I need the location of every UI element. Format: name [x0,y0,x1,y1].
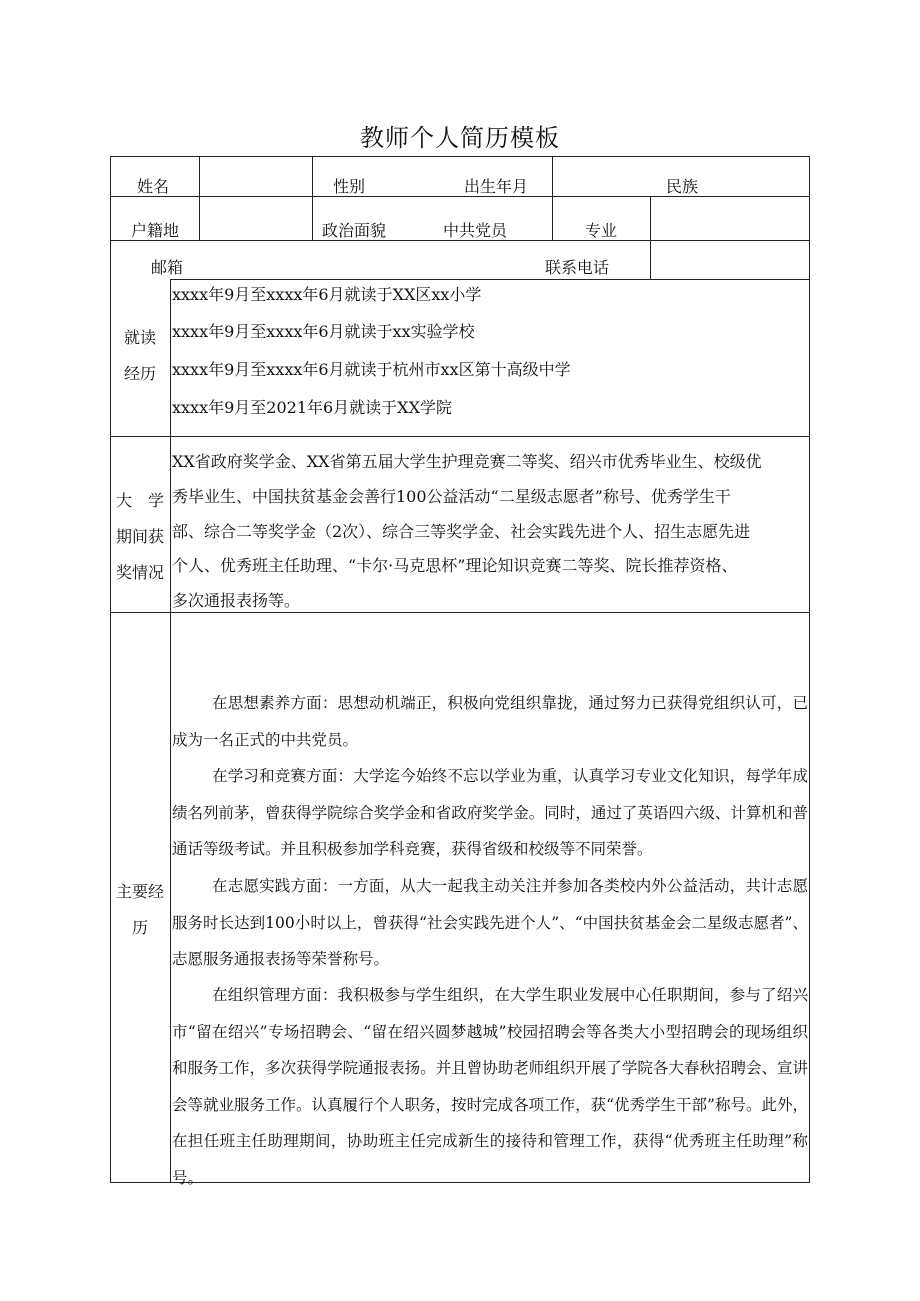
experience-label [110,874,170,946]
row-divider [110,612,810,613]
experience-label-line2: 历 [131,918,148,937]
gender-label: 性别 [333,177,366,196]
column-divider [552,156,553,196]
email-label: 邮箱 [151,258,184,277]
awards-line: XX省政府奖学金、XX省第五届大学生护理竞赛二等奖、绍兴市优秀毕业生、校级优 [172,452,762,471]
experience-paragraph: 在志愿实践方面：一方面，从大一起我主动关注并参加各类校内外公益活动，共计志愿服务时长达到100小时以上，曾获得“社会实践先进个人”、“中国扶贫基金会二星级志愿者”、志愿服务通报表扬等荣誉称号。 [172,877,808,968]
document-title: 教师个人简历模板 [360,124,560,152]
birth-label: 出生年月 [464,177,529,196]
awards-label-line3: 奖情况 [115,563,164,582]
education-label-line2: 经历 [123,364,156,383]
awards-line: 多次通报表扬等。 [172,591,301,610]
education-entry: xxxx年9月至2021年6月就读于XX学院 [172,398,452,417]
row-divider [170,279,810,280]
experience-paragraph: 在思想素养方面：思想动机端正，积极向党组织靠拢，通过努力已获得党组织认可，已成为一名正式的中共党员。 [172,694,808,749]
hukou-label: 户籍地 [131,221,180,240]
awards-line: 个人、优秀班主任助理、“卡尔·马克思杯”理论知识竞赛二等奖、院长推荐资格、 [172,556,738,575]
experience-paragraph: 在学习和竞赛方面：大学迄今始终不忘以学业为重，认真学习专业文化知识，每学年成绩名列前茅，曾获得学院综合奖学金和省政府奖学金。同时，通过了英语四六级、计算机和普通话等级考试。并且积极参加学科竞赛，获得省级和校级等不同荣誉。 [172,767,808,858]
row-divider [110,196,810,197]
major-label: 专业 [585,221,618,240]
name-label: 姓名 [137,177,170,196]
education-entry: xxxx年9月至xxxx年6月就读于XX区xx小学 [172,285,482,304]
column-divider [552,196,553,240]
education-label-line1: 就读 [123,328,156,347]
experience-label-line1: 主要经 [115,882,164,901]
column-divider [312,156,313,240]
column-divider [199,156,200,240]
awards-label [110,483,170,591]
awards-line: 部、综合二等奖学金（2次）、综合三等奖学金、社会实践先进个人、招生志愿先进 [172,522,751,541]
experience-paragraph: 在组织管理方面：我积极参与学生组织，在大学生职业发展中心任职期间，参与了绍兴市“留在绍兴”专场招聘会、“留在绍兴圆梦越城”校园招聘会等各类大小型招聘会的现场组织和服务工作，多次获得学院通报表扬。并且曾协助老师组织开展了学院各大春秋招聘会、宣讲会等就业服务工作。认真履行个人职务，按时完成各项工作，获“优秀学生干部”称号。此外，在担任班主任助理期间，协助班主任完成新生的接待和管理工作，获得“优秀班主任助理”称号。 [172,986,808,1187]
row-divider [110,436,810,437]
political-value: 中共党员 [443,221,508,240]
awards-line: 秀毕业生、中国扶贫基金会善行100公益活动“二星级志愿者”称号、优秀学生干 [172,487,731,506]
ethnicity-label: 民族 [666,177,699,196]
column-divider [170,279,171,1183]
education-entry: xxxx年9月至xxxx年6月就读于杭州市xx区第十高级中学 [172,360,571,379]
education-entry: xxxx年9月至xxxx年6月就读于xx实验学校 [172,322,475,341]
phone-label: 联系电话 [545,258,610,277]
political-label: 政治面貌 [322,221,387,240]
awards-label-line2: 期间获 [115,527,164,546]
column-divider [650,196,651,279]
education-label [110,328,170,384]
awards-label-line1: 大 学 [115,491,164,510]
